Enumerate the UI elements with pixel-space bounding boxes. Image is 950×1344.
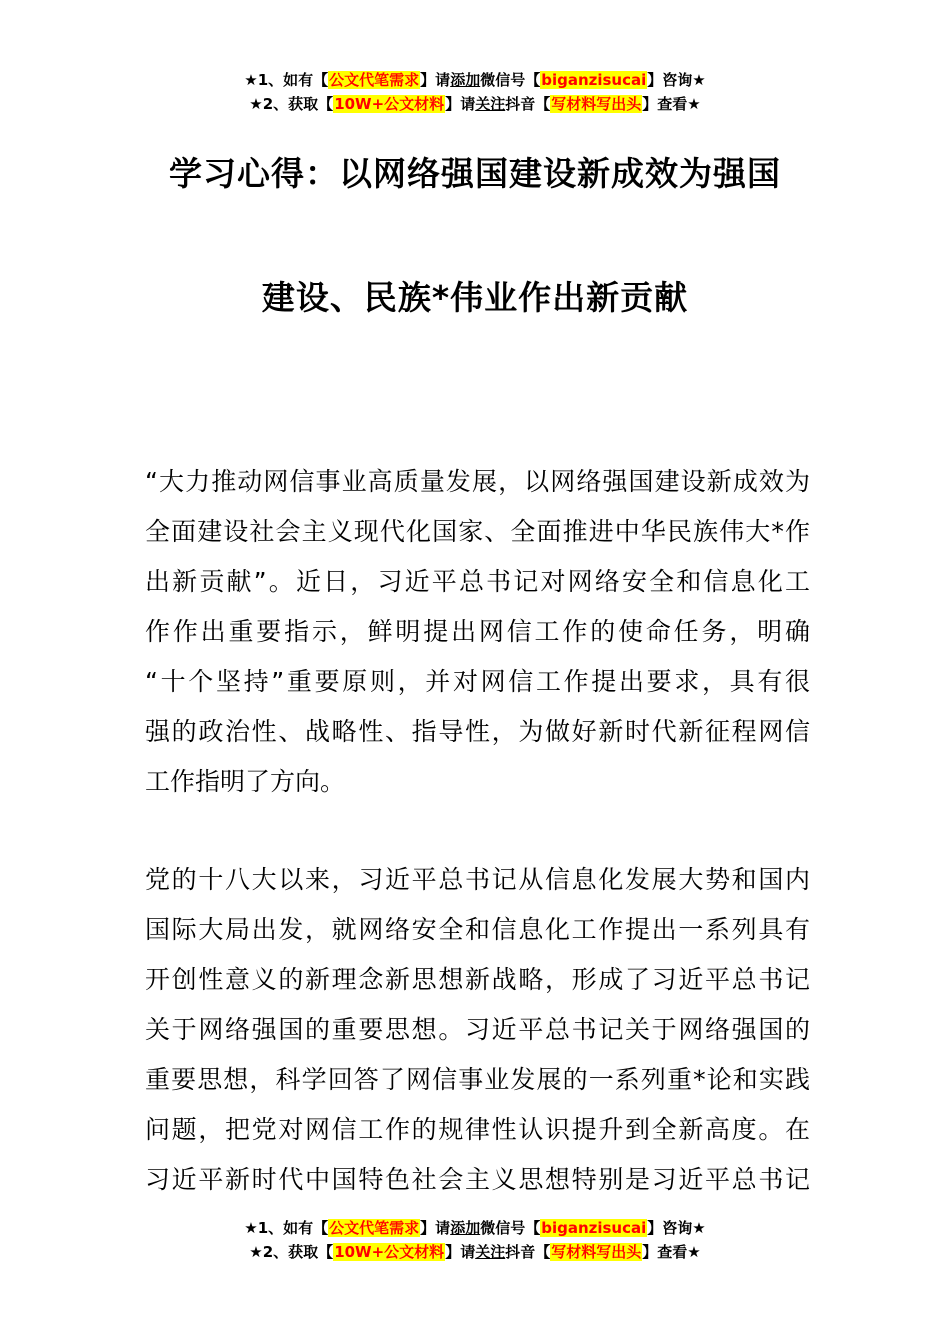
footer-ad-banner [0,1216,950,1264]
ad-line-2 [0,1240,950,1264]
body-paragraph-2 [145,855,810,1205]
ad-line-1-middle-2: 微信号【 [480,71,541,89]
ad-underline-follow: 关注 [475,1243,506,1261]
ad-underline-follow: 关注 [475,95,506,113]
ad-line-1 [0,1216,950,1240]
ad-line-2 [0,92,950,116]
ad-line-1-middle: 】请 [420,1219,451,1237]
ad-line-1-middle: 】请 [420,71,451,89]
paragraph-line: 问题，把党对网信工作的规律性认识提升到全新高度。在 [145,1115,810,1144]
document-title-line-1: 学习心得：以网络强国建设新成效为强国 [169,154,781,193]
ad-line-2-middle-2: 抖音【 [505,1243,551,1261]
paragraph-line: 党的十八大以来，习近平总书记从信息化发展大势和国内 [145,865,810,894]
paragraph-line: 习近平新时代中国特色社会主义思想特别是习近平总书记 [145,1165,810,1194]
paragraph-line: 重要思想，科学回答了网信事业发展的一系列重*论和实践 [145,1065,810,1094]
ad-line-1-suffix: 】咨询★ [647,71,706,89]
ad-highlight-materials: 10W+公文材料 [334,95,445,113]
ad-line-1-prefix: ★1、如有【 [244,71,329,89]
ad-line-2-suffix: 】查看★ [642,95,701,113]
paragraph-line: 出新贡献”。近日，习近平总书记对网络安全和信息化工 [145,567,810,596]
paragraph-line: 关于网络强国的重要思想。习近平总书记关于网络强国的 [145,1015,810,1044]
ad-highlight-douyin-name: 写材料写出头 [551,1243,642,1261]
ad-highlight-wechat-id: biganzisucai [541,71,647,89]
paragraph-line: 国际大局出发，就网络安全和信息化工作提出一系列具有 [145,915,810,944]
document-title-line-2: 建设、民族*伟业作出新贡献 [261,278,689,317]
ad-line-1 [0,68,950,92]
paragraph-line: “大力推动网信事业高质量发展，以网络强国建设新成效为 [145,467,810,496]
ad-underline-add: 添加 [450,71,481,89]
ad-line-2-suffix: 】查看★ [642,1243,701,1261]
paragraph-line: “十个坚持”重要原则，并对网信工作提出要求，具有很 [145,667,810,696]
paragraph-line: 工作指明了方向。 [145,767,346,796]
header-ad-banner [0,68,950,116]
paragraph-line: 开创性意义的新理念新思想新战略，形成了习近平总书记 [145,965,810,994]
ad-line-1-prefix: ★1、如有【 [244,1219,329,1237]
ad-line-1-middle-2: 微信号【 [480,1219,541,1237]
body-paragraph-1 [145,457,810,807]
ad-line-1-suffix: 】咨询★ [647,1219,706,1237]
ad-highlight-service: 公文代笔需求 [329,1219,420,1237]
ad-line-2-middle-2: 抖音【 [505,95,551,113]
paragraph-line: 作作出重要指示，鲜明提出网信工作的使命任务，明确 [145,617,810,646]
ad-line-2-prefix: ★2、获取【 [249,95,334,113]
ad-highlight-service: 公文代笔需求 [329,71,420,89]
ad-highlight-douyin-name: 写材料写出头 [551,95,642,113]
paragraph-line: 强的政治性、战略性、指导性，为做好新时代新征程网信 [145,717,810,746]
ad-line-2-middle: 】请 [445,1243,476,1261]
ad-underline-add: 添加 [450,1219,481,1237]
ad-highlight-wechat-id: biganzisucai [541,1219,647,1237]
ad-line-2-middle: 】请 [445,95,476,113]
ad-highlight-materials: 10W+公文材料 [334,1243,445,1261]
ad-line-2-prefix: ★2、获取【 [249,1243,334,1261]
paragraph-line: 全面建设社会主义现代化国家、全面推进中华民族伟大*作 [145,517,810,546]
